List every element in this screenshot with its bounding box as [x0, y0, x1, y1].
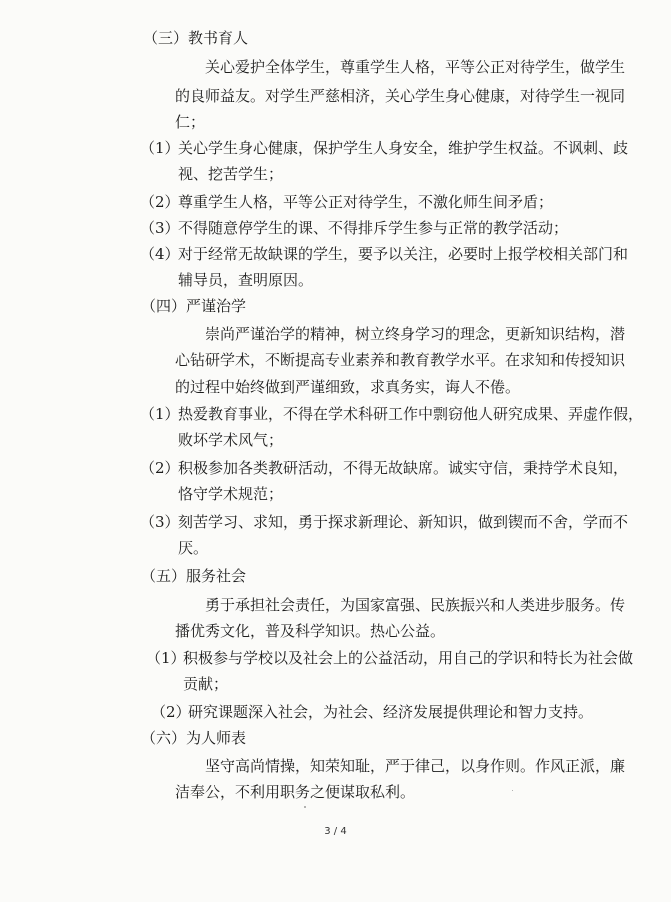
list-item-text: 刻苦学习、求知，勇于探求新理论、新知识，做到锲而不舍，学而不	[178, 513, 629, 531]
list-item-number: （1）	[140, 405, 180, 423]
scan-speck	[304, 806, 306, 808]
list-item-text: 尊重学生人格，平等公正对待学生，不激化师生间矛盾；	[178, 193, 554, 211]
list-item-text: 恪守学术规范；	[178, 485, 284, 503]
list-item-number: （2）	[140, 193, 180, 211]
list-item-text: 败坏学术风气；	[178, 431, 284, 449]
list-item-text: 厌。	[178, 539, 209, 557]
section-3-intro-line-1: 关心爱护全体学生，尊重学生人格，平等公正对待学生，做学生	[205, 58, 626, 76]
section-5-intro-line-1: 勇于承担社会责任，为国家富强、民族振兴和人类进步服务。传	[205, 596, 626, 614]
list-item-text: 研究课题深入社会，为社会、经济发展提供理论和智力支持。	[188, 703, 594, 721]
list-item-number: （1）	[140, 139, 180, 157]
section-4-intro-line-1: 崇尚严谨治学的精神，树立终身学习的理念，更新知识结构，潜	[205, 325, 626, 343]
list-item-text: 关心学生身心健康，保护学生人身安全，维护学生权益。不讽刺、歧	[178, 139, 629, 157]
list-item-text: 辅导员，查明原因。	[178, 271, 314, 289]
list-item-text: 对于经常无故缺课的学生，要予以关注，必要时上报学校相关部门和	[178, 245, 629, 263]
list-item-number: （2）	[140, 459, 180, 477]
section-6-intro-line-1: 坚守高尚情操，知荣知耻，严于律己，以身作则。作风正派，廉	[205, 757, 626, 775]
section-heading-5: （五）服务社会	[141, 567, 247, 585]
scan-speck	[512, 790, 513, 791]
list-item-number: （3）	[140, 513, 180, 531]
list-item-text: 热爱教育事业，不得在学术科研工作中剽窃他人研究成果、弄虚作假，	[178, 405, 644, 423]
list-item-text: 视、挖苦学生；	[178, 165, 284, 183]
section-4-intro-line-3: 的过程中始终做到严谨细致，求真务实，诲人不倦。	[175, 378, 521, 396]
section-3-intro-line-2: 的良师益友。对学生严慈相济，关心学生身心健康，对待学生一视同	[175, 87, 626, 105]
section-3-intro-line-3: 仁；	[175, 113, 206, 131]
list-item-number: （4）	[140, 245, 180, 263]
list-item-number: （1）	[146, 649, 186, 667]
list-item-number: （2）	[151, 703, 191, 721]
section-5-intro-line-2: 播优秀文化，普及科学知识。热心公益。	[175, 622, 446, 640]
page-number: 3 / 4	[324, 826, 347, 837]
list-item-text: 贡献；	[183, 675, 229, 693]
section-heading-6: （六）为人师表	[141, 729, 247, 747]
section-4-intro-line-2: 心钻研学术，不断提高专业素养和教育教学水平。在求知和传授知识	[175, 351, 626, 369]
section-heading-3: （三）教书育人	[143, 29, 249, 47]
list-item-text: 积极参与学校以及社会上的公益活动，用自己的学识和特长为社会做	[183, 649, 634, 667]
list-item-number: （3）	[140, 219, 180, 237]
list-item-text: 不得随意停学生的课、不得排斥学生参与正常的教学活动；	[178, 219, 569, 237]
list-item-text: 积极参加各类教研活动，不得无故缺席。诚实守信，秉持学术良知，	[178, 459, 629, 477]
section-6-intro-line-2: 洁奉公，不利用职务之便谋取私利。	[175, 783, 416, 801]
section-heading-4: （四）严谨治学	[141, 297, 247, 315]
